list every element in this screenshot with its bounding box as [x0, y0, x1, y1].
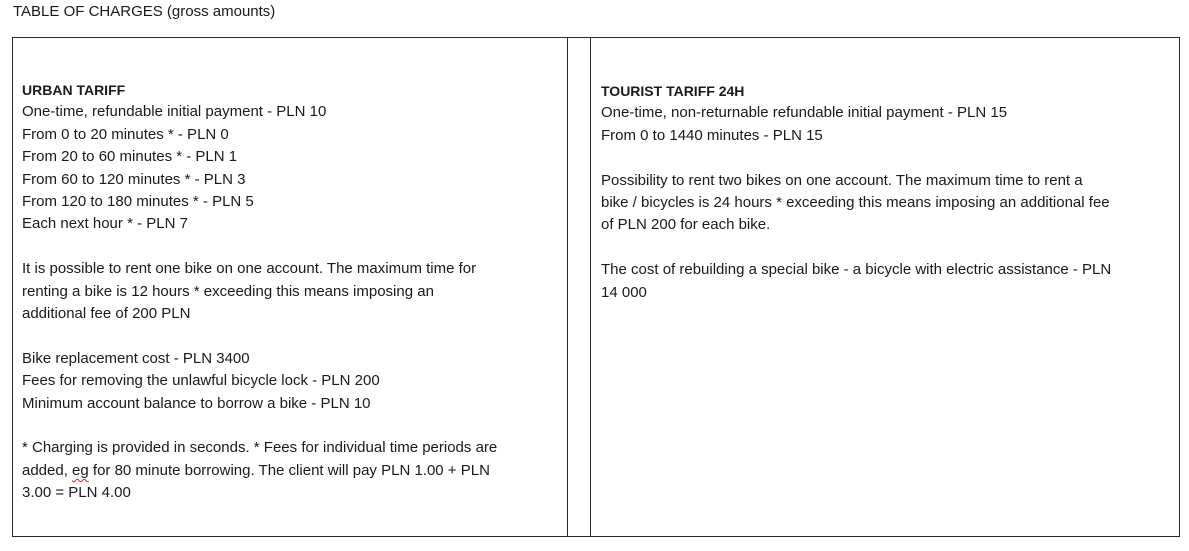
empty-middle-cell	[568, 38, 591, 536]
note-text: added,	[22, 461, 73, 479]
tourist-special-bike-line: The cost of rebuilding a special bike - a bicycle with electric assistance - PLN	[601, 261, 1112, 279]
tourist-special-bike-line: 14 000	[601, 283, 647, 301]
spacer	[22, 325, 497, 347]
tourist-rental-rule-line: bike / bicycles is 24 hours * exceeding this means imposing an additional fee	[601, 194, 1110, 212]
spellcheck-marked-word[interactable]: eg	[72, 461, 89, 479]
urban-rental-rule-line: additional fee of 200 PLN	[22, 305, 191, 323]
spacer	[22, 415, 497, 437]
urban-tariff-content	[22, 79, 497, 505]
urban-rate-20-60: From 20 to 60 minutes * - PLN 1	[22, 148, 238, 166]
tourist-rate-initial-payment: One-time, non-returnable refundable initial payment - PLN 15	[601, 104, 1008, 122]
note-text: for 80 minute borrowing. The client will pay PLN 1.00 + PLN	[88, 461, 490, 479]
urban-rate-0-20: From 0 to 20 minutes * - PLN 0	[22, 125, 229, 143]
urban-fee-bike-replacement: Bike replacement cost - PLN 3400	[22, 349, 250, 367]
urban-fee-lock-removal: Fees for removing the unlawful bicycle lock - PLN 200	[22, 372, 380, 390]
tourist-rental-rule-line: of PLN 200 for each bike.	[601, 216, 771, 234]
urban-rate-60-120: From 60 to 120 minutes * - PLN 3	[22, 170, 246, 188]
spacer	[601, 147, 1111, 169]
tourist-rental-rule-line: Possibility to rent two bikes on one account. The maximum time to rent a	[601, 171, 1083, 189]
urban-tariff-heading: URBAN TARIFF	[22, 82, 126, 98]
tourist-tariff-heading: TOURIST TARIFF 24H	[601, 83, 745, 99]
tourist-tariff-content	[601, 80, 1111, 304]
urban-rate-initial-payment: One-time, refundable initial payment - PLN 10	[22, 103, 327, 121]
urban-note-line: 3.00 = PLN 4.00	[22, 484, 131, 502]
tourist-rate-0-1440: From 0 to 1440 minutes - PLN 15	[601, 126, 823, 144]
urban-rate-120-180: From 120 to 180 minutes * - PLN 5	[22, 193, 254, 211]
urban-rental-rule-line: renting a bike is 12 hours * exceeding this means imposing an	[22, 282, 434, 300]
urban-note-line	[22, 460, 497, 482]
urban-fee-minimum-balance: Minimum account balance to borrow a bike - PLN 10	[22, 394, 371, 412]
tourist-tariff-cell	[591, 38, 1179, 536]
document-title: TABLE OF CHARGES (gross amounts)	[13, 3, 276, 20]
urban-tariff-cell	[13, 38, 568, 536]
urban-note-line: * Charging is provided in seconds. * Fees for individual time periods are	[22, 439, 498, 457]
charges-table	[12, 37, 1180, 537]
spacer	[601, 237, 1111, 259]
spacer	[22, 236, 497, 258]
urban-rental-rule-line: It is possible to rent one bike on one account. The maximum time for	[22, 260, 477, 278]
urban-rate-each-next-hour: Each next hour * - PLN 7	[22, 215, 188, 233]
